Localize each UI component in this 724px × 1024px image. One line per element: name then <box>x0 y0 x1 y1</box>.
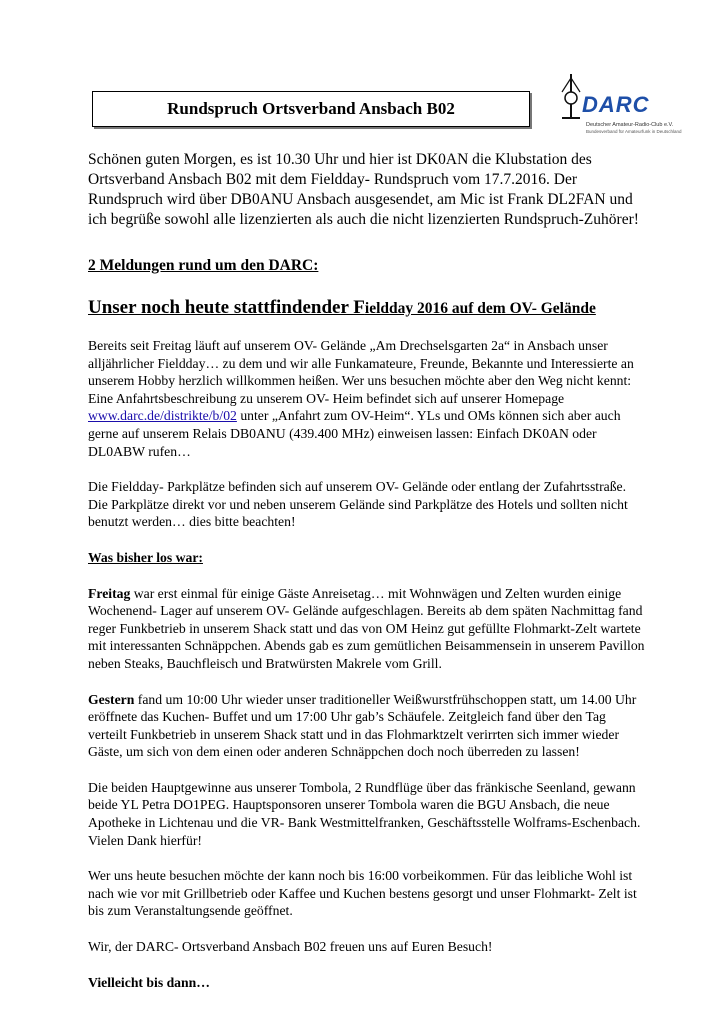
paragraph-1 <box>88 337 648 460</box>
logo-tagline: Deutscher Amateur-Radio-Club e.V. <box>586 122 674 128</box>
paragraph-5: Die beiden Hauptgewinne aus unserer Tombola, 2 Rundflüge über das fränkische Seenland, gewann beide YL Petra DO1PEG. Hauptsponsoren unserer Tombola waren die BGU Ansbach, die neue Apotheke in Lichtenau und die VR- Bank Westmittelfranken, Geschäftsstelle Wolframs-Eschenbach. Vielen Dank hierfür! <box>88 779 641 848</box>
section-heading: 2 Meldungen rund um den DARC: <box>88 257 319 274</box>
subheading: Was bisher los war: <box>88 549 203 565</box>
title-box <box>92 91 530 127</box>
logo-subtagline: Bundesverband für Amateurfunk in Deutschland <box>586 129 682 134</box>
paragraph-7: Wir, der DARC- Ortsverband Ansbach B02 freuen uns auf Euren Besuch! <box>88 939 493 955</box>
paragraph-2: Die Fieldday- Parkplätze befinden sich auf unserem OV- Gelände oder entlang der Zufahrtsstraße. Die Parkplätze direkt vor und neben unserem Gelände sind Parkplätze des Hotels und sollten nicht benutzt werden… dies bitte beachten! <box>88 479 628 530</box>
paragraph-4-lead: Gestern <box>88 691 135 707</box>
paragraph-4-text: fand um 10:00 Uhr wieder unser traditioneller Weißwurstfrühschoppen statt, um 14.00 Uhr eröffnete das Kuchen- Buffet und um 17:00 Uhr gab’s Schäufele. Zeitgleich fand über den Tag verteilt Funkbetrieb in unserem Shack statt und in das Flohmarktzelt verirrten sich immer wieder Gäste, um sich von dem einen oder anderen Schnäppchen doch noch überreden zu lassen! <box>88 691 637 760</box>
darc-logo <box>554 72 682 138</box>
page-title: Rundspruch Ortsverband Ansbach B02 <box>167 99 455 118</box>
paragraph-3-lead: Freitag <box>88 585 131 601</box>
article-heading-large: Unser noch heute stattfindender F <box>88 297 365 318</box>
logo-wordmark: DARC <box>582 92 650 117</box>
paragraph-1-text-b: unter „Anfahrt zum OV-Heim“. YLs und OMs können sich aber auch gerne auf unserem Relais DB0ANU (439.400 MHz) einweisen lassen: Einfach DK0AN oder DL0ABW rufen… <box>88 408 621 459</box>
paragraph-1-text-a: Bereits seit Freitag läuft auf unserem OV- Gelände „Am Drechselsgarten 2a“ in Ansbach unser alljährlicher Fieldday… zu dem und wir alle Funkamateure, Freunde, Bekannte und Interessierte an unserem Hobby herzlich willkommen heißen. Wer uns besuchen möchte aber den Weg nicht kennt: Eine Anfahrtsbeschreibung zu unserem OV- Heim befindet sich auf unserer Homepage <box>88 338 634 406</box>
paragraph-6: Wer uns heute besuchen möchte der kann noch bis 16:00 vorbeikommen. Für das leibliche Wohl ist nach wie vor mit Grillbetrieb oder Kaffee und Kuchen bestens gesorgt und unser Flohmarkt- Zelt ist bis zum Veranstaltungsende geöffnet. <box>88 868 637 919</box>
paragraph-3-text: war erst einmal für einige Gäste Anreisetag… mit Wohnwägen und Zelten wurden einige Wochenend- Lager auf unserem OV- Gelände aufgeschlagen. Bereits ab dem späten Nachmittag fand reger Funkbetrieb in unserem Shack statt und das von OM Heinz gut gefüllte Flohmarkt-Zelt wartete mit interessanten Schnäppchen. Abends gab es zum gemütlichen Beisammensein in unserem Pavillon neben Steaks, Bauchfleisch und Bratwürsten Makrele vom Grill. <box>88 585 645 671</box>
closing-line: Vielleicht bis dann… <box>88 974 210 990</box>
document-body <box>88 150 648 991</box>
intro-paragraph: Schönen guten Morgen, es ist 10.30 Uhr und hier ist DK0AN die Klubstation des Ortsverband Ansbach B02 mit dem Fieldday- Rundspruch vom 17.7.2016. Der Rundspruch wird über DB0ANU Ansbach ausgesendet, am Mic ist Frank DL2FAN und ich begrüße sowohl alle lizenzierten als auch die nicht lizenzierten Rundspruch-Zuhörer! <box>88 151 639 228</box>
article-heading-small: ieldday 2016 auf dem OV- Gelände <box>364 300 596 317</box>
homepage-link[interactable]: www.darc.de/distrikte/b/02 <box>88 408 237 424</box>
article-heading <box>88 297 648 319</box>
paragraph-4 <box>88 691 648 761</box>
paragraph-3 <box>88 585 648 673</box>
